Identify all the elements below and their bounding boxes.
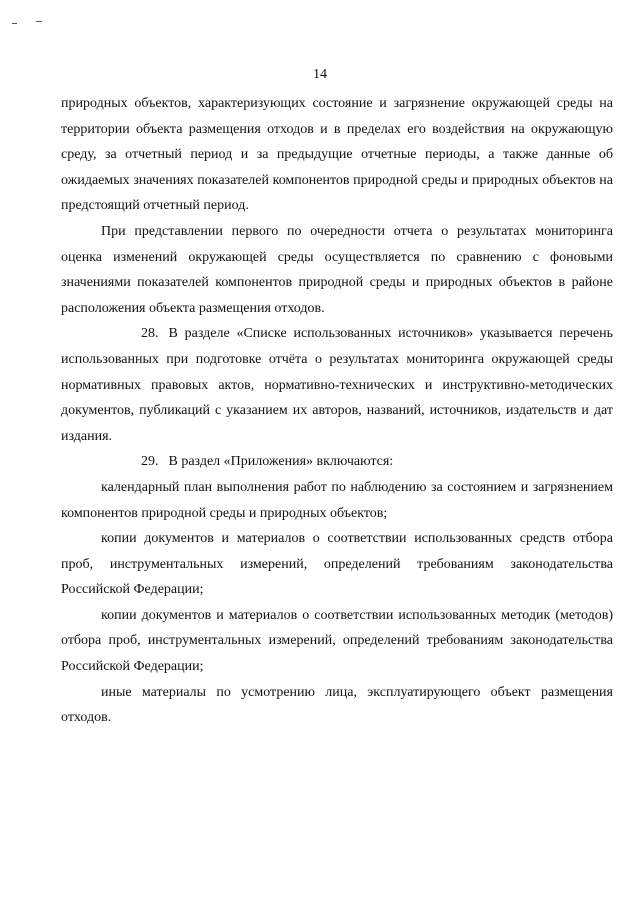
paragraph-item-29 bbox=[61, 449, 613, 475]
page-number: 14 bbox=[313, 67, 327, 82]
appendix-list-item bbox=[61, 680, 613, 731]
paragraph-continuation bbox=[61, 91, 613, 219]
paragraph-text: копии документов и материалов о соответствии использованных методик (методов) отбора проб, инструментальных измерений, определений требованиям законодательства Российской Федерации; bbox=[61, 607, 613, 675]
paragraph-text: копии документов и материалов о соответствии использованных средств отбора проб, инструментальных измерений, определений требованиям законодательства Российской Федерации; bbox=[61, 531, 613, 598]
paragraph-text: календарный план выполнения работ по наблюдению за состоянием и загрязнением компонентов природной среды и природных объектов; bbox=[61, 479, 613, 521]
paragraph-text: В раздел «Приложения» включаются: bbox=[168, 454, 394, 470]
scan-artifact-mark bbox=[36, 21, 42, 22]
document-body bbox=[61, 91, 613, 731]
paragraph-text: При представлении первого по очередности отчета о результатах мониторинга оценка изменений окружающей среды осуществляется по сравнению с фоновыми значениями показателей компонентов природной среды и природных объектов в районе расположения объекта размещения отходов. bbox=[61, 223, 613, 316]
appendix-list-item bbox=[61, 526, 613, 603]
paragraph-text: иные материалы по усмотрению лица, эксплуатирующего объект размещения отходов. bbox=[61, 684, 613, 726]
paragraph-text: В разделе «Списке использованных источников» указывается перечень использованных при подготовке отчёта о результатах мониторинга окружающей среды нормативных правовых актов, нормативно-технических и инструктивно-методических документов, публикаций с указанием их авторов, названий, источников, издательств и дат издания. bbox=[61, 326, 613, 444]
item-number: 28. bbox=[141, 326, 159, 342]
paragraph-item-28 bbox=[61, 321, 613, 449]
scan-artifact-mark bbox=[12, 23, 17, 24]
appendix-list-item bbox=[61, 475, 613, 526]
item-number: 29. bbox=[141, 454, 159, 470]
paragraph-text: природных объектов, характеризующих состояние и загрязнение окружающей среды на территории объекта размещения отходов и в пределах его воздействия на окружающую среду, за отчетный период и за предыдущие отчетные периоды, а также данные об ожидаемых значениях показателей компонентов природной среды и природных объектов на предстоящий отчетный период. bbox=[61, 96, 613, 214]
paragraph-first-report-assessment bbox=[61, 219, 613, 321]
appendix-list-item bbox=[61, 603, 613, 680]
